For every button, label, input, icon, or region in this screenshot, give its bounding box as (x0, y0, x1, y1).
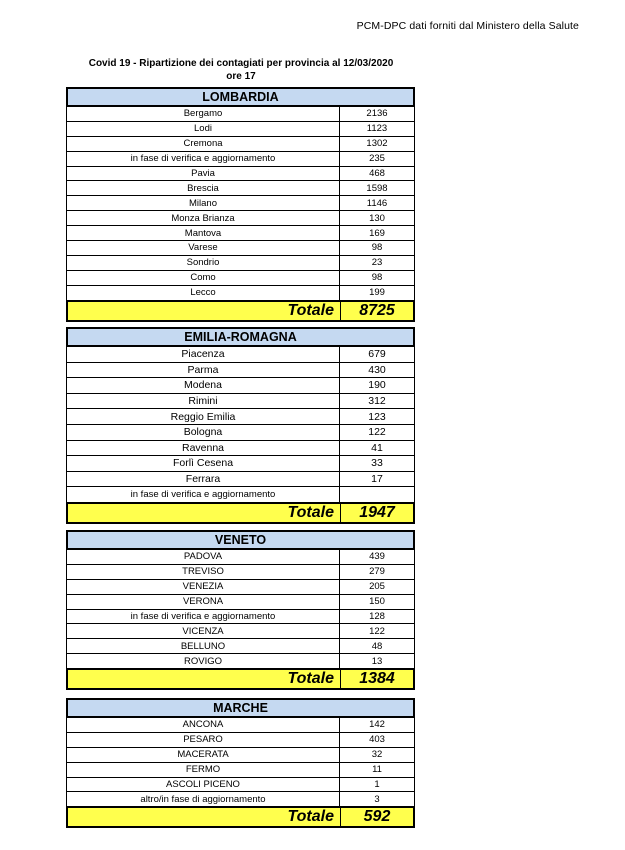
region-block-marche (66, 698, 415, 828)
province-name: VENEZIA (67, 579, 340, 594)
province-name: Piacenza (67, 347, 340, 363)
province-name: Pavia (67, 166, 340, 181)
province-name: Forlì Cesena (67, 456, 340, 472)
case-count: 430 (340, 362, 415, 378)
table-row (67, 270, 415, 285)
case-count: 1123 (340, 121, 415, 136)
province-name: Reggio Emilia (67, 409, 340, 425)
province-name: Varese (67, 241, 340, 256)
table-row (67, 107, 415, 122)
total-row (66, 301, 415, 322)
province-name: Modena (67, 378, 340, 394)
case-count: 41 (340, 440, 415, 456)
table-row (67, 579, 415, 594)
table-row (67, 609, 415, 624)
table-row (67, 241, 415, 256)
heading-time: ore 17 (226, 71, 256, 82)
province-table (66, 717, 415, 807)
case-count: 130 (340, 211, 415, 226)
province-table (66, 346, 415, 503)
province-name: Bologna (67, 424, 340, 440)
region-block-emilia-romagna (66, 327, 415, 524)
case-count: 1302 (340, 136, 415, 151)
case-count: 439 (340, 550, 415, 565)
case-count: 123 (340, 409, 415, 425)
case-count: 679 (340, 347, 415, 363)
region-block-lombardia (66, 87, 415, 322)
province-name: VICENZA (67, 624, 340, 639)
table-row (67, 226, 415, 241)
case-count: 98 (340, 270, 415, 285)
case-count: 32 (340, 747, 415, 762)
table-row (67, 362, 415, 378)
table-row (67, 564, 415, 579)
province-name: Lecco (67, 285, 340, 300)
case-count: 2136 (340, 107, 415, 122)
region-header: VENETO (66, 530, 415, 549)
table-row (67, 762, 415, 777)
case-count: 23 (340, 255, 415, 270)
region-header: EMILIA-ROMAGNA (66, 327, 415, 346)
table-row (67, 487, 415, 503)
table-row (67, 196, 415, 211)
table-row (67, 211, 415, 226)
case-count: 1 (340, 777, 415, 792)
case-count: 48 (340, 639, 415, 654)
province-name: in fase di verifica e aggiornamento (67, 609, 340, 624)
province-table (66, 106, 415, 301)
total-value: 1947 (340, 504, 413, 522)
table-row (67, 456, 415, 472)
province-name: Lodi (67, 121, 340, 136)
province-name: Cremona (67, 136, 340, 151)
total-row (66, 503, 415, 524)
table-row (67, 594, 415, 609)
case-count: 33 (340, 456, 415, 472)
table-row (67, 393, 415, 409)
table-row (67, 654, 415, 669)
province-name: Ravenna (67, 440, 340, 456)
total-label: Totale (287, 670, 334, 688)
table-row (67, 471, 415, 487)
province-table (66, 549, 415, 669)
case-count: 205 (340, 579, 415, 594)
total-label: Totale (287, 808, 334, 826)
province-name: Milano (67, 196, 340, 211)
case-count: 468 (340, 166, 415, 181)
province-name: Como (67, 270, 340, 285)
province-name: Parma (67, 362, 340, 378)
case-count: 17 (340, 471, 415, 487)
province-name: Sondrio (67, 255, 340, 270)
table-row (67, 440, 415, 456)
total-row (66, 669, 415, 690)
case-count: 122 (340, 624, 415, 639)
case-count: 3 (340, 792, 415, 807)
case-count: 312 (340, 393, 415, 409)
province-name: Brescia (67, 181, 340, 196)
province-name: in fase di verifica e aggiornamento (67, 487, 340, 503)
case-count: 150 (340, 594, 415, 609)
province-name: PESARO (67, 732, 340, 747)
table-row (67, 378, 415, 394)
province-name: ASCOLI PICENO (67, 777, 340, 792)
province-name: ROVIGO (67, 654, 340, 669)
case-count: 142 (340, 718, 415, 733)
table-row (67, 166, 415, 181)
case-count: 169 (340, 226, 415, 241)
province-name: BELLUNO (67, 639, 340, 654)
total-label: Totale (287, 301, 334, 319)
case-count: 1146 (340, 196, 415, 211)
table-row (67, 409, 415, 425)
region-header: LOMBARDIA (66, 87, 415, 106)
document-heading (66, 57, 416, 83)
table-row (67, 624, 415, 639)
case-count: 235 (340, 151, 415, 166)
province-name: TREVISO (67, 564, 340, 579)
province-name: MACERATA (67, 747, 340, 762)
case-count: 199 (340, 285, 415, 300)
case-count: 13 (340, 654, 415, 669)
source-note: PCM-DPC dati forniti dal Ministero della Salute (356, 20, 579, 32)
province-name: Bergamo (67, 107, 340, 122)
case-count: 11 (340, 762, 415, 777)
case-count: 1598 (340, 181, 415, 196)
table-row (67, 718, 415, 733)
total-value: 8725 (340, 302, 413, 320)
region-block-veneto (66, 530, 415, 690)
table-row (67, 136, 415, 151)
table-row (67, 792, 415, 807)
table-row (67, 639, 415, 654)
total-value: 592 (340, 808, 413, 826)
case-count: 279 (340, 564, 415, 579)
heading-title: Covid 19 - Ripartizione dei contagiati per provincia al 12/03/2020 (88, 58, 394, 69)
province-name: altro/in fase di aggiornamento (67, 792, 340, 807)
province-name: in fase di verifica e aggiornamento (67, 151, 340, 166)
table-row (67, 424, 415, 440)
table-row (67, 255, 415, 270)
case-count: 98 (340, 241, 415, 256)
province-name: Mantova (67, 226, 340, 241)
case-count: 128 (340, 609, 415, 624)
table-row (67, 181, 415, 196)
case-count: 403 (340, 732, 415, 747)
province-name: ANCONA (67, 718, 340, 733)
case-count (340, 487, 415, 503)
table-row (67, 777, 415, 792)
province-name: VERONA (67, 594, 340, 609)
total-value: 1384 (340, 670, 413, 688)
table-row (67, 151, 415, 166)
table-row (67, 347, 415, 363)
total-row (66, 807, 415, 828)
table-row (67, 550, 415, 565)
table-row (67, 121, 415, 136)
total-label: Totale (287, 503, 334, 521)
province-name: Monza Brianza (67, 211, 340, 226)
case-count: 190 (340, 378, 415, 394)
case-count: 122 (340, 424, 415, 440)
province-name: Ferrara (67, 471, 340, 487)
province-name: FERMO (67, 762, 340, 777)
table-row (67, 285, 415, 300)
region-header: MARCHE (66, 698, 415, 717)
province-name: Rimini (67, 393, 340, 409)
province-name: PADOVA (67, 550, 340, 565)
table-row (67, 747, 415, 762)
table-row (67, 732, 415, 747)
